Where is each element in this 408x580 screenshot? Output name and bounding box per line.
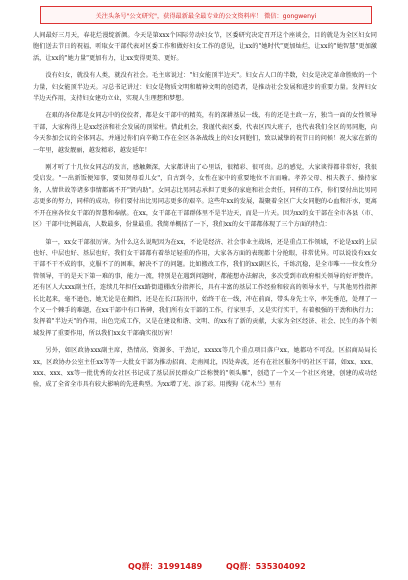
paragraph-2: 没有妇女，就没有人类，就没有社会。毛主席说过："妇女能顶半边天"。妇女占人口的半数，妇女是决定革命胜败的一个力量，妇女能顶半边天。习总书记讲过：妇女是物质文明和精神文明的创造者，是推动社会发展和进步的重要力量。发挥妇女半边天作用，支持妇女建功立业，实现人生理想和梦想。 [33,72,377,103]
document-body [33,30,377,397]
footer [0,561,408,575]
paragraph-6: 另外，如区政协xxx副主席，热情高、资源多、干劲足，xxxxx等几个重点项目落户xx，她都功不可没。区招商局局长xx，区政协办公室主任xx等等一大批女干部为推动招商、走南闯北，四处奔波，还有在社区服务中的社区干部，如xx、xxx、xxx、xxx、xx等一批优秀的女社区书记成了基层居民群众广泛称赞的"领头雁"，创造了一个又一个社区亮建，创建的成功经验，成了全省全市具有较大影响的先进典型。为xx增了光、添了彩。用搜狗《花木兰》里有 [33,347,377,389]
paragraph-4: 刚才听了十几位女同志的发言，感触颇深，大家都讲出了心里话，很精彩、很可贵。总的感觉，大家谈得都非常好，我很受启发。"一出新饭便知事，要知贤母看儿女"，自古到今，女性在家中的重要地位不言而喻。孝养父母、相夫教子、操持家务，人情世故等诸多事情都离不开"贤内助"。女同志比男同志承担了更多的家庭和社会责任，同样的工作，你们要付出比男同志更多的努力，同样的成功，你们要付出比男同志更多的艰辛。这些年xx的发展，凝聚着全区广大女同胞的心血和汗水，更离不开在座各位女干部的智慧和奉献。在xx，女干部在干部群体里不是半边天，而是一片天。因为xx的女干部在全市各县（市、区）干部中比例最高，人数最多，份量最重。我简单概括了一下，我们xx的女干部都体现了三个方面的特点： [33,164,377,229]
paragraph-5: 第一，xx女干部很厉害。为什么这么说呢因为在xx，不论是经济、社会事业主战场，还是重点工作领域，不论是xx的上层也好、中层也好、基层也好，我们女干部都有着举足轻重的作用，大家各方面的表现都十分抢眼，非常优异。可以说没有xx女干部不干不成的事，克服不了的困难，解决不了的问题。比如搬改工作，我们的xx副区长，千练沉稳，是全市唯一一位女性分管领导，干的是天下第一难的事，能力一流，特别是在遇到问题时，都能想办法解决，多次受到市政府相关领导的好评赞许。还有区人大xxx副主任，连续几年担任xx路街道棚改分指挥长，具有丰富的基层工作经验和较高的领导水平，与其他男性指挥长比起来，毫不逊色，她无论是在拥挡，还是在长江防汛中，始终干在一线，冲在前面，带头身先士卒，率先垂范，处理了一个又一个棘手的难题，在xx干部中有口皆碑，我们所有女干部的工作，行家里手，又是实行实干，有着极强的干劲和执行力；发挥着"半边天"的作用，出色完成工作，又是在建设和谐、文明、的xx有了新的贡献，大家为全区经济、社会、民生的各个领域发挥了重要作用，所以我们xx女干部确实很厉害！ [33,238,377,337]
promo-banner [40,6,372,24]
paragraph-1: 人间最好三月天，春花烂漫绽新颜。今天是第xxx个国际劳动妇女节，区委研究决定召开这个座谈会，目的就是为全区妇女同胞们送去节日的祝福，听取女干部代表对区委工作和做好妇女工作的意见，让xx的"她时代"更加灿烂，让xx的"她智慧"更加激活，让xx的"她力量"更加有力，让xx变得更美、更好。 [33,32,377,62]
footer-qq-group-1: QQ群：31991489 [128,562,203,571]
paragraph-3: 在艰的各位都是女同志中的佼佼者，都是女干部中的精英，有的深耕基层一线，有的还是主政一方，独当一面的女性领导干部，大家称得上是xx经济和社会发展的顶梁柱。借此机会，我谨代表区委，代表区四大班子，也代表我们全区的男同胞，向今天参加会议的全体同志，并通过你们向辛勤工作在全区各条战线上的妇女同胞们，致以诚挚的祝节日的问候！祝大家在新的一年里，越发靓丽，越发精彩，越发延年！ [33,112,377,154]
banner-text: 关注头条号"公文研究"，获得最新最全最专业的公文资料库！ 微信：gongwenyi [95,12,317,20]
footer-qq-group-2: QQ群：535304092 [226,562,306,571]
